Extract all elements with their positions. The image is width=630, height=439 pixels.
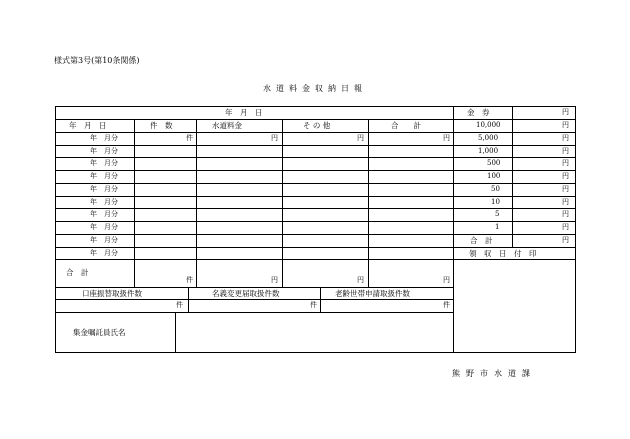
- denomination-value: 50: [491, 185, 500, 193]
- month-label: 年 月分: [90, 223, 118, 231]
- coupon-header-unit: 円: [562, 108, 569, 116]
- table-rule-horizontal: [55, 119, 454, 120]
- yen-unit: 円: [562, 210, 569, 218]
- grand-total-sum-unit: 円: [443, 276, 450, 284]
- table-rule-horizontal: [453, 221, 576, 222]
- name-change-unit: 件: [310, 301, 317, 309]
- table-rule-vertical: [320, 287, 321, 313]
- table-rule-horizontal: [55, 259, 454, 260]
- yen-unit: 円: [562, 198, 569, 206]
- table-rule-horizontal: [453, 106, 576, 107]
- denomination-value: 1: [495, 223, 500, 231]
- form-number: 様式第3号(第10条関係): [54, 56, 140, 65]
- coupon-header: 金 券: [467, 108, 490, 117]
- table-rule-horizontal: [55, 208, 454, 209]
- elderly-household-label: 老齢世帯申請取扱件数: [335, 289, 410, 298]
- table-rule-horizontal: [453, 259, 576, 260]
- table-rule-horizontal: [453, 183, 576, 184]
- table-rule-vertical: [575, 106, 576, 353]
- month-label: 年 月分: [90, 147, 118, 155]
- yen-unit: 円: [562, 147, 569, 155]
- denomination-value: 5,000: [478, 134, 499, 142]
- month-label: 年 月分: [90, 236, 118, 244]
- yen-unit: 円: [562, 172, 569, 180]
- table-rule-horizontal: [55, 247, 454, 248]
- table-rule-horizontal: [55, 312, 454, 313]
- account-transfer-label: 口座振替取扱件数: [82, 289, 142, 298]
- grand-total-count-unit: 件: [186, 276, 193, 284]
- table-rule-vertical: [368, 119, 369, 288]
- table-rule-horizontal: [453, 145, 576, 146]
- month-label: 年 月分: [90, 172, 118, 180]
- col-total: 合 計: [391, 121, 421, 130]
- table-rule-horizontal: [55, 145, 454, 146]
- col-count: 件 数: [150, 121, 173, 130]
- table-rule-vertical: [282, 119, 283, 288]
- denomination-value: 1,000: [478, 147, 499, 155]
- table-rule-horizontal: [55, 183, 454, 184]
- denomination-value: 500: [487, 159, 501, 167]
- receipt-stamp-label: 領 収 日 付 印: [469, 249, 537, 258]
- col-date: 年 月 日: [69, 121, 107, 130]
- denomination-value: 5: [495, 210, 500, 218]
- table-rule-horizontal: [453, 234, 576, 235]
- table-rule-vertical: [188, 287, 189, 313]
- denomination-value: 10,000: [476, 121, 501, 129]
- table-rule-horizontal: [453, 157, 576, 158]
- table-rule-horizontal: [453, 119, 576, 120]
- table-rule-vertical: [512, 106, 513, 248]
- water-fee-unit: 円: [271, 134, 278, 142]
- account-transfer-unit: 件: [176, 301, 183, 309]
- yen-unit: 円: [562, 159, 569, 167]
- coupon-total-label: 合 計: [470, 236, 493, 245]
- other-unit: 円: [357, 134, 364, 142]
- col-other: そ の 他: [303, 121, 331, 130]
- table-rule-horizontal: [55, 157, 454, 158]
- total-unit: 円: [443, 134, 450, 142]
- table-rule-horizontal: [453, 247, 576, 248]
- month-label: 年 月分: [90, 198, 118, 206]
- count-unit: 件: [186, 134, 193, 142]
- date-header: 年 月 日: [225, 108, 263, 117]
- table-rule-horizontal: [453, 132, 576, 133]
- month-label: 年 月分: [90, 159, 118, 167]
- yen-unit: 円: [562, 121, 569, 129]
- month-label: 年 月分: [90, 134, 118, 142]
- elderly-household-unit: 件: [443, 301, 450, 309]
- grand-total-label: 合 計: [66, 268, 89, 277]
- month-label: 年 月分: [90, 210, 118, 218]
- yen-unit: 円: [562, 134, 569, 142]
- table-rule-horizontal: [55, 299, 454, 300]
- yen-unit: 円: [562, 223, 569, 231]
- yen-unit: 円: [562, 236, 569, 244]
- yen-unit: 円: [562, 185, 569, 193]
- name-change-label: 名義変更届取扱件数: [212, 289, 280, 298]
- denomination-value: 10: [491, 198, 500, 206]
- grand-total-other-unit: 円: [357, 276, 364, 284]
- table-rule-vertical: [175, 312, 176, 353]
- col-water-fee: 水道料金: [212, 121, 242, 130]
- table-rule-horizontal: [55, 221, 454, 222]
- footer-organization: 熊野市水道課: [452, 369, 536, 378]
- collector-name-label: 集金嘱託員氏名: [73, 328, 126, 337]
- table-rule-horizontal: [55, 132, 454, 133]
- table-rule-horizontal: [55, 106, 454, 107]
- page-title: 水道料金収納日報: [263, 84, 367, 93]
- table-rule-vertical: [196, 119, 197, 288]
- table-rule-vertical: [134, 119, 135, 288]
- table-rule-horizontal: [55, 287, 454, 288]
- table-rule-horizontal: [453, 208, 576, 209]
- table-rule-horizontal: [453, 170, 576, 171]
- month-label: 年 月分: [90, 249, 118, 257]
- table-rule-horizontal: [55, 352, 576, 353]
- table-rule-horizontal: [55, 196, 454, 197]
- table-rule-vertical: [453, 106, 454, 353]
- table-rule-horizontal: [453, 196, 576, 197]
- month-label: 年 月分: [90, 185, 118, 193]
- table-rule-vertical: [55, 106, 56, 353]
- table-rule-horizontal: [55, 170, 454, 171]
- grand-total-water-unit: 円: [271, 276, 278, 284]
- denomination-value: 100: [487, 172, 501, 180]
- table-rule-horizontal: [55, 234, 454, 235]
